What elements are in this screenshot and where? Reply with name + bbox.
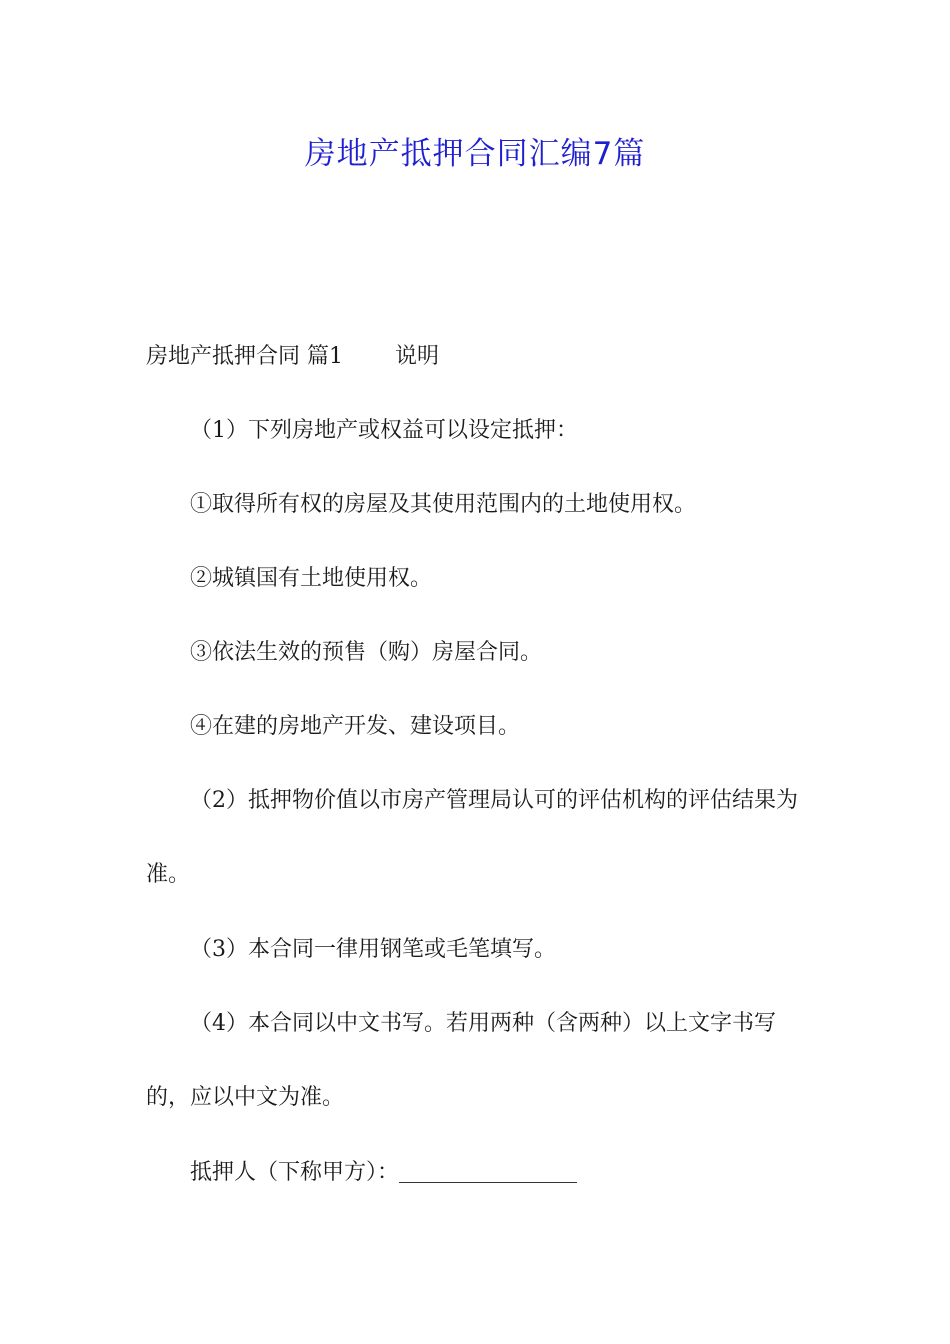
paragraph-5: ④在建的房地产开发、建设项目。 — [190, 714, 521, 739]
paragraph-7: （3）本合同一律用钢笔或毛笔填写。 — [190, 937, 556, 962]
mortgagor-line — [146, 1154, 811, 1191]
section-heading-line — [146, 338, 811, 375]
section-heading: 房地产抵押合同 篇1 — [146, 344, 343, 369]
paragraph-2: ①取得所有权的房屋及其使用范围内的土地使用权。 — [190, 492, 697, 517]
paragraph-8: （4）本合同以中文书写。若用两种（含两种）以上文字书写的，应以中文为准。 — [146, 1011, 776, 1110]
mortgagor-label: 抵押人（下称甲方）： — [190, 1160, 400, 1185]
paragraph-1: （1）下列房地产或权益可以设定抵押： — [190, 418, 578, 443]
paragraph-4: ③依法生效的预售（购）房屋合同。 — [190, 640, 543, 665]
paragraph-3: ②城镇国有土地使用权。 — [190, 566, 433, 591]
section-subheading: 说明 — [395, 344, 440, 369]
document-title: 房地产抵押合同汇编7篇 — [304, 136, 646, 172]
document-body — [146, 338, 811, 1228]
paragraph-6: （2）抵押物价值以市房产管理局认可的评估机构的评估结果为准。 — [146, 788, 798, 887]
mortgagor-blank-field[interactable] — [399, 1160, 577, 1183]
